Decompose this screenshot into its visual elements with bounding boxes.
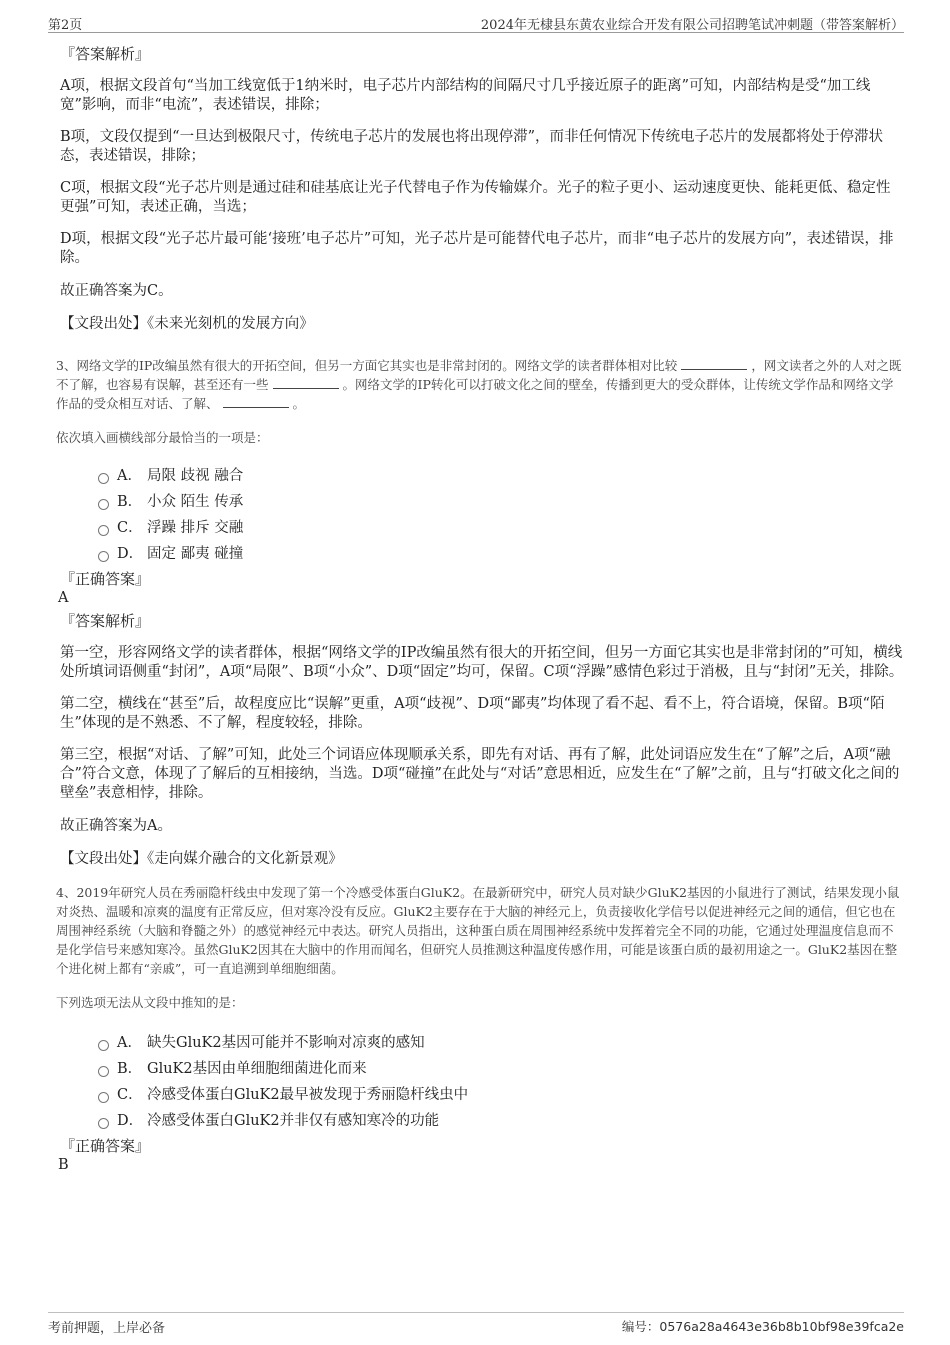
footer-slogan: 考前押题，上岸必备: [48, 1321, 166, 1336]
q4-option-a[interactable]: A． 缺失GluK2基因可能并不影响对凉爽的感知: [98, 1030, 904, 1056]
q3-option-a[interactable]: A． 局限 歧视 融合: [98, 463, 904, 489]
q3-option-d[interactable]: D． 固定 鄙夷 碰撞: [98, 541, 904, 567]
q3-stem-part2: ，网文读者之外的人对之既不了解，也容易有误解，甚至还有一些: [56, 358, 902, 392]
radio-icon[interactable]: [98, 473, 109, 484]
q4-answer: B: [58, 1157, 69, 1173]
q3-blank-1: [681, 356, 747, 370]
q2-analysis-label: 『答案解析』: [60, 45, 151, 63]
q4-option-b[interactable]: B． GluK2基因由单细胞细菌进化而来: [98, 1056, 904, 1082]
q4-ask: 下列选项无法从文段中推知的是：: [56, 995, 244, 1010]
radio-icon[interactable]: [98, 525, 109, 536]
page-number: 第2页: [48, 18, 83, 33]
q4-options: [98, 1030, 904, 1134]
page-header: [48, 12, 904, 33]
document-code: 编号：0576a28a4643e36b8b10bf98e39fca2e: [621, 1319, 904, 1334]
q3-option-b[interactable]: B． 小众 陌生 传承: [98, 489, 904, 515]
radio-icon[interactable]: [98, 551, 109, 562]
q4-stem: 4、2019年研究人员在秀丽隐杆线虫中发现了第一个冷感受体蛋白GluK2。在最新研究中，研究人员对缺少GluK2基因的小鼠进行了测试，结果发现小鼠对炎热、温暖和凉爽的温度有正常反应，但对寒冷没有反应。GluK2主要存在于大脑的神经元上，负责接收化学信号以促进神经元之间的通信，但它也在周围神经系统（大脑和脊髓之外）的感觉神经元中表达。研究人员指出，这种蛋白质在周围神经系统中发挥着完全不同的功能，它通过处理温度信息而不是化学信号来感知寒冷。虽然GluK2因其在大脑中的作用而闻名，但研究人员推测这种温度传感作用，可能是该蛋白质的最初用途之一。GluK2基因在整个进化树上都有“亲戚”，可一直追溯到单细胞细菌。: [56, 885, 900, 976]
q3-stem-part3: 。网络文学的IP转化可以打破文化之间的壁垒，传播到更大的受众群体，让传统文学作品和网络文学作品的受众相互对话、了解、: [56, 377, 894, 411]
radio-icon[interactable]: [98, 1066, 109, 1077]
q3-stem-part1: 3、网络文学的IP改编虽然有很大的开拓空间，但另一方面它其实也是非常封闭的。网络文学的读者群体相对比较: [56, 358, 678, 373]
q3-stem-part4: 。: [292, 396, 306, 411]
q2-analysis-a: A项，根据文段首句“当加工线宽低于1纳米时，电子芯片内部结构的间隔尺寸几乎接近原子的距离”可知，内部结构是受“加工线宽”影响，而非“电流”，表述错误，排除；: [60, 78, 871, 113]
radio-icon[interactable]: [98, 499, 109, 510]
q3-options: [98, 463, 904, 567]
q2-source: 【文段出处】《未来光刻机的发展方向》: [60, 316, 314, 332]
q2-conclusion: 故正确答案为C。: [60, 283, 173, 299]
q3-option-c[interactable]: C． 浮躁 排斥 交融: [98, 515, 904, 541]
q3-stem: [56, 356, 904, 413]
q4-answer-label: 『正确答案』: [60, 1137, 151, 1155]
q4-option-c[interactable]: C． 冷感受体蛋白GluK2最早被发现于秀丽隐杆线虫中: [98, 1082, 904, 1108]
q3-answer-label: 『正确答案』: [60, 570, 151, 588]
q3-conclusion: 故正确答案为A。: [60, 818, 172, 834]
q2-analysis-d: D项，根据文段“光子芯片最可能‘接班’电子芯片”可知，光子芯片是可能替代电子芯片，而非“电子芯片的发展方向”，表述错误，排除。: [60, 231, 894, 266]
page-content: [56, 44, 904, 1174]
document-title: 2024年无棣县东黄农业综合开发有限公司招聘笔试冲刺题（带答案解析）: [480, 18, 904, 33]
q3-ask: 依次填入画横线部分最恰当的一项是：: [56, 430, 269, 445]
q3-analysis-1: 第一空，形容网络文学的读者群体，根据“网络文学的IP改编虽然有很大的开拓空间，但另一方面它其实也是非常封闭的”可知，横线处所填词语侧重“封闭”，A项“局限”、B项“小众”、D项“固定”均可，保留。C项“浮躁”感情色彩过于消极，且与“封闭”无关，排除。: [60, 645, 904, 680]
q3-analysis-label: 『答案解析』: [60, 612, 151, 630]
radio-icon[interactable]: [98, 1118, 109, 1129]
q2-analysis-c: C项，根据文段“光子芯片则是通过硅和硅基底让光子代替电子作为传输媒介。光子的粒子更小、运动速度更快、能耗更低、稳定性更强”可知，表述正确，当选；: [60, 180, 891, 215]
page-footer: [48, 1312, 904, 1335]
radio-icon[interactable]: [98, 1092, 109, 1103]
q3-answer: A: [58, 590, 69, 606]
radio-icon[interactable]: [98, 1040, 109, 1051]
q3-blank-3: [223, 394, 289, 408]
q3-blank-2: [273, 375, 339, 389]
q4-option-d[interactable]: D． 冷感受体蛋白GluK2并非仅有感知寒冷的功能: [98, 1108, 904, 1134]
q2-analysis-b: B项，文段仅提到“一旦达到极限尺寸，传统电子芯片的发展也将出现停滞”，而非任何情况下传统电子芯片的发展都将处于停滞状态，表述错误，排除；: [60, 129, 883, 164]
q3-source: 【文段出处】《走向媒介融合的文化新景观》: [60, 851, 343, 867]
q3-analysis-3: 第三空，根据“对话、了解”可知，此处三个词语应体现顺承关系，即先有对话、再有了解，此处词语应发生在“了解”之后，A项“融合”符合文意，体现了了解后的互相接纳，当选。D项“碰撞”在此处与“对话”意思相近，应发生在“了解”之前，且与“打破文化之间的壁垒”表意相悖，排除。: [60, 747, 900, 801]
q3-analysis-2: 第二空，横线在“甚至”后，故程度应比“误解”更重，A项“歧视”、D项“鄙夷”均体现了看不起、看不上，符合语境，保留。B项“陌生”体现的是不熟悉、不了解，程度较轻，排除。: [60, 696, 885, 731]
